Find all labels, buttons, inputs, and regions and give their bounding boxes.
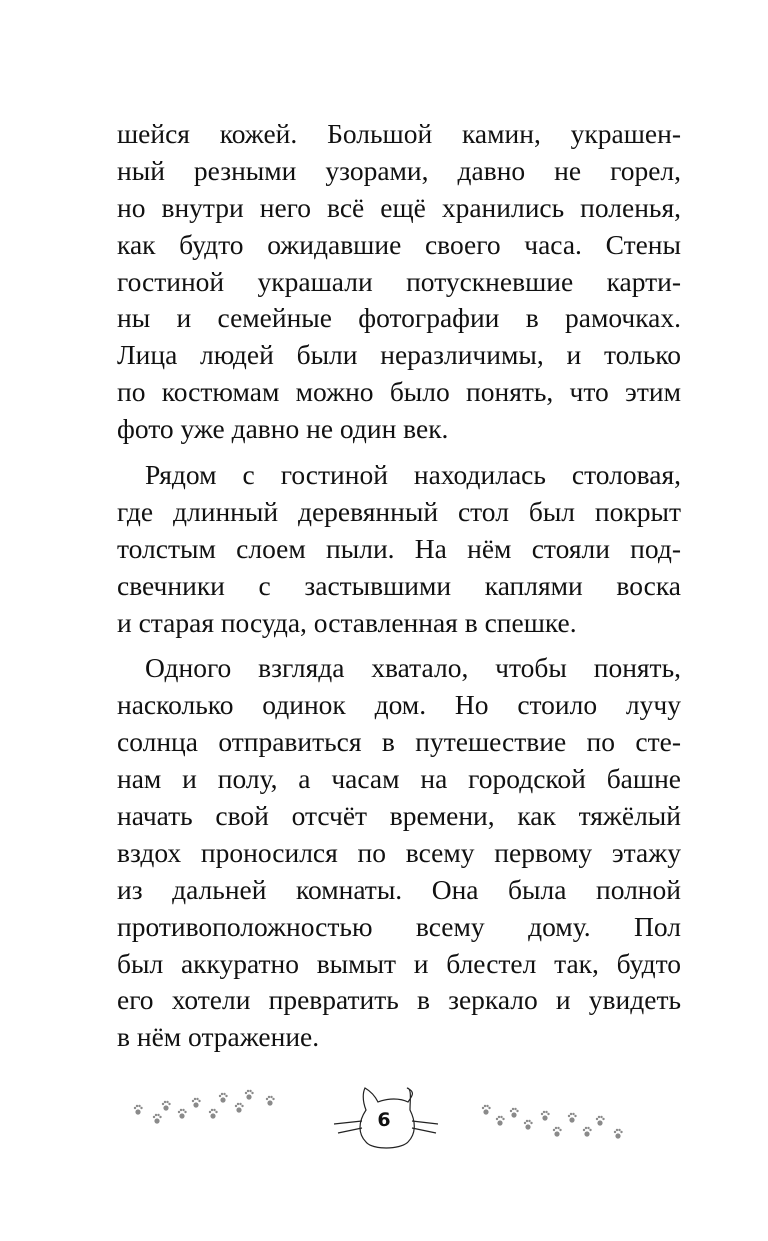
text-line: по костюмам можно было понять, что этим (117, 376, 681, 408)
paw-prints-right-icon (482, 1105, 623, 1139)
paw-prints-left-icon (134, 1090, 275, 1124)
text-line: где длинный деревянный стол был покрыт (117, 495, 681, 527)
text-line: свечники с застывшими каплями воска (117, 569, 681, 601)
text-line: его хотели превратить в зеркало и увидеть (117, 984, 681, 1016)
text-line: как будто ожидавшие своего часа. Стены (117, 228, 681, 260)
text-line: Одного взгляда хватало, чтобы понять, (145, 652, 681, 684)
text-line: гостиной украшали потускневшие карти- (117, 265, 681, 297)
text-line: в нём отражение. (117, 1021, 320, 1053)
text-line: был аккуратно вымыт и блестел так, будто (117, 947, 681, 979)
page-footer (0, 1070, 768, 1170)
body-text (117, 116, 681, 1065)
paragraph (117, 650, 681, 1056)
text-line: шейся кожей. Большой камин, украшен- (117, 118, 681, 149)
text-line: Рядом с гостиной находилась столовая, (145, 459, 681, 491)
text-line: солнца отправиться в путешествие по сте- (117, 726, 681, 758)
text-line: толстым слоем пыли. На нём стояли под- (117, 532, 681, 564)
paragraph (117, 457, 681, 641)
text-line: противоположностью всему дому. Пол (117, 910, 681, 942)
text-line: и старая посуда, оставленная в спешке. (117, 606, 577, 638)
text-line: ны и семейные фотографии в рамочках. (117, 302, 681, 334)
text-line: из дальней комнаты. Она была полной (117, 873, 681, 905)
text-line: насколько одинок дом. Но стоило лучу (117, 689, 681, 721)
paragraph (117, 116, 681, 448)
text-line: но внутри него всё ещё хранились поленья, (117, 191, 681, 223)
text-line: нам и полу, а часам на городской башне (117, 763, 681, 795)
text-line: вздох проносился по всему первому этажу (117, 836, 681, 868)
text-line: начать свой отсчёт времени, как тяжёлый (117, 800, 681, 832)
text-line: фото уже давно не один век. (117, 413, 449, 445)
text-line: Лица людей были неразличимы, и только (117, 339, 681, 371)
text-line: ный резными узорами, давно не горел, (117, 154, 681, 186)
page-number: 6 (377, 1109, 391, 1131)
